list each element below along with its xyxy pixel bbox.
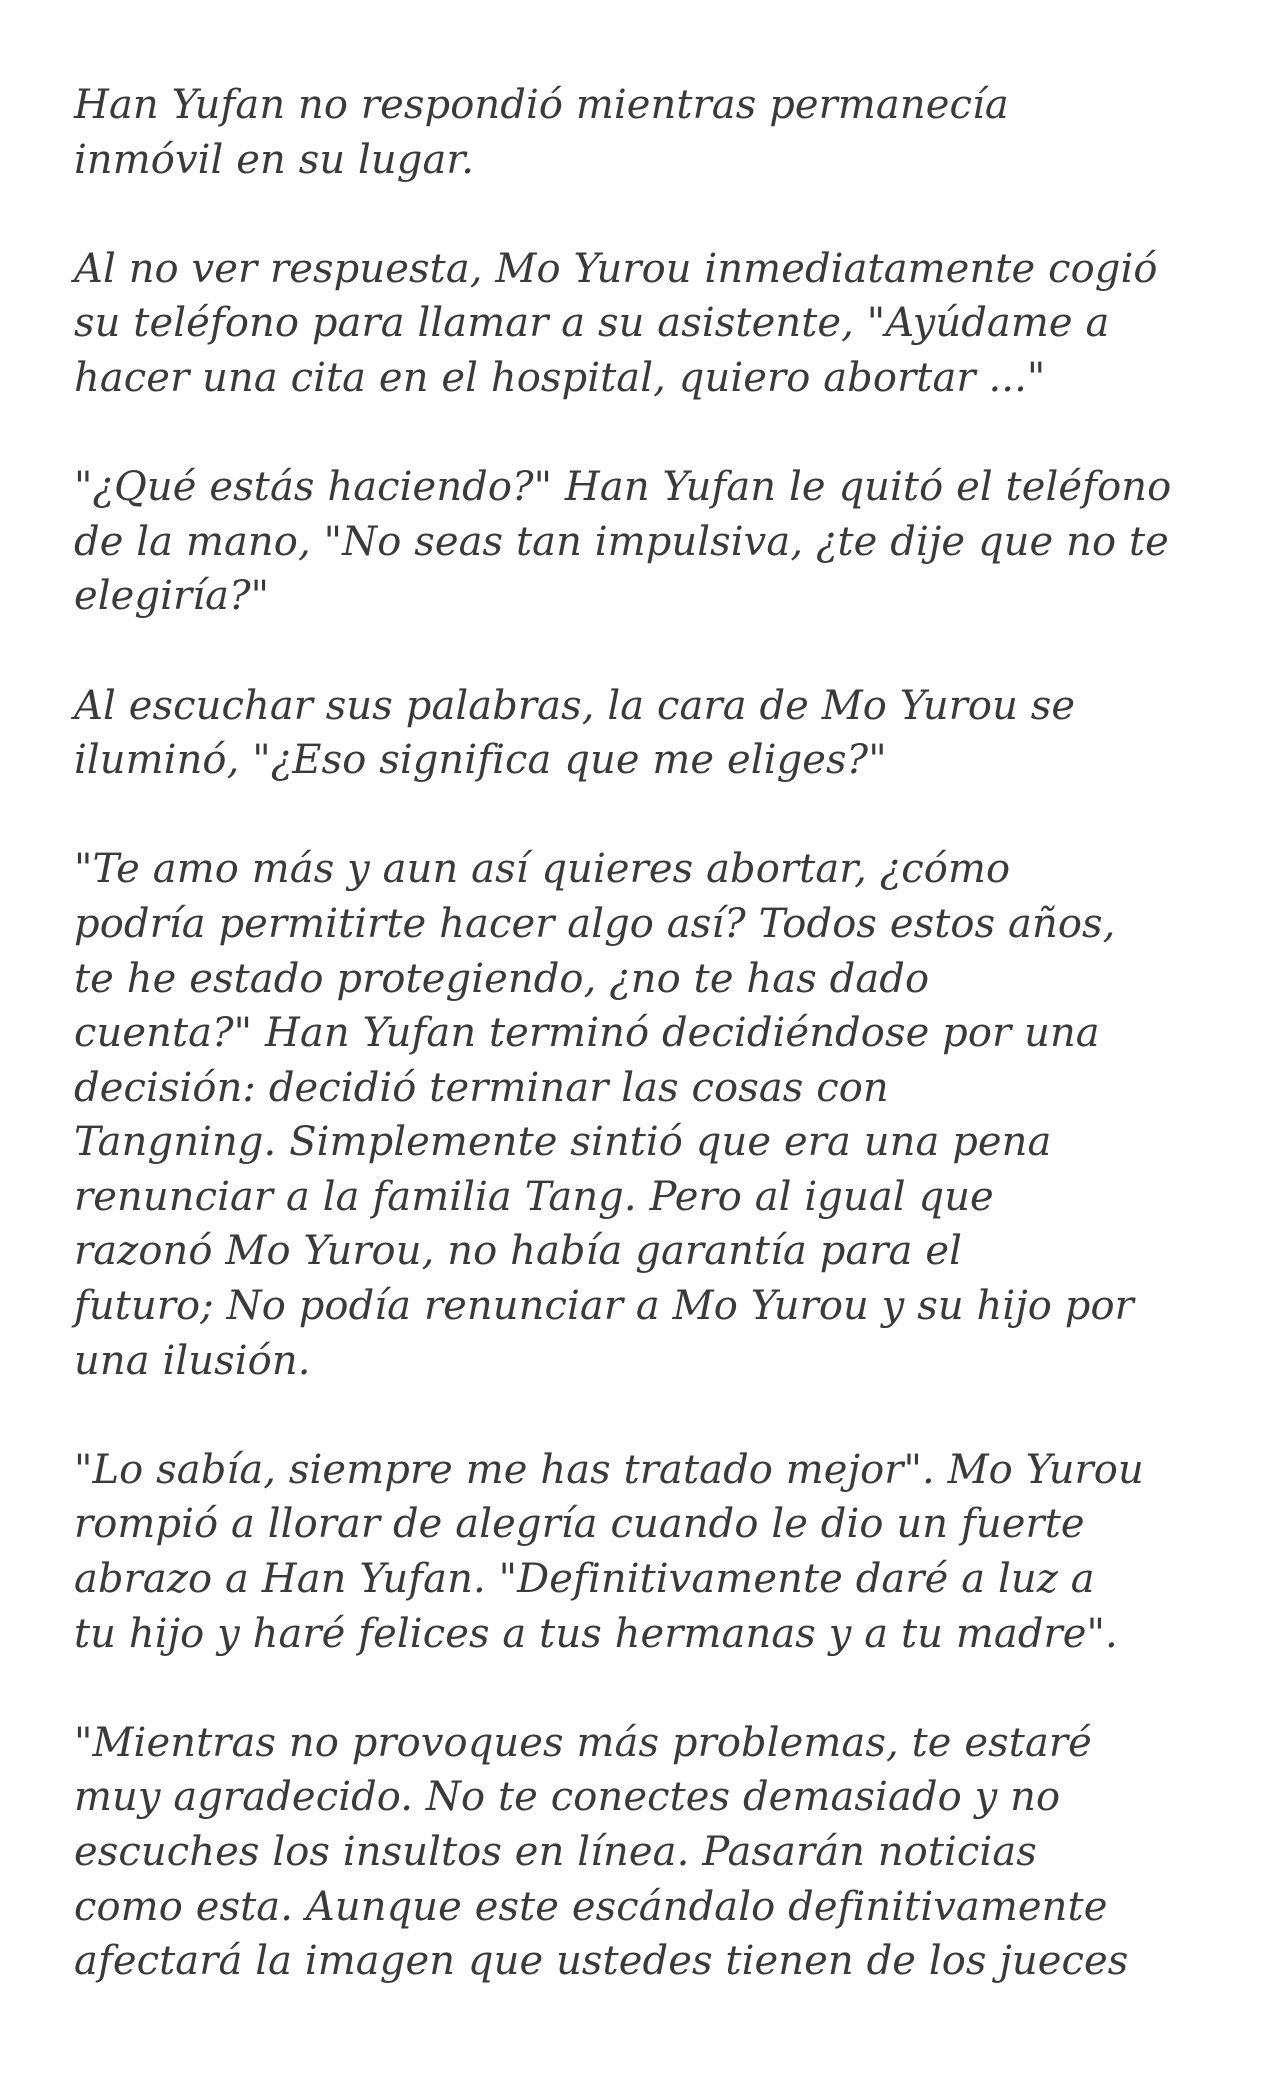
text-line: cuenta?" Han Yufan terminó decidiéndose por una bbox=[74, 1010, 1100, 1057]
text-line: Al no ver respuesta, Mo Yurou inmediatamente cogió bbox=[74, 245, 1158, 292]
text-line: hacer una cita en el hospital, quiero abortar ..." bbox=[74, 354, 1046, 401]
text-line: "Te amo más y aun así quieres abortar, ¿cómo bbox=[74, 846, 1011, 893]
text-line: abrazo a Han Yufan. "Definitivamente daré a luz a bbox=[74, 1556, 1095, 1603]
paragraph bbox=[74, 679, 1224, 788]
text-line: su teléfono para llamar a su asistente, "Ayúdame a bbox=[74, 300, 1110, 347]
story-text bbox=[74, 78, 1224, 1989]
paragraph-spacer bbox=[74, 788, 1224, 843]
paragraph-spacer bbox=[74, 1661, 1224, 1716]
text-line: tu hijo y haré felices a tus hermanas y a tu madre". bbox=[74, 1610, 1118, 1657]
text-line: futuro; No podía renunciar a Mo Yurou y su hijo por bbox=[74, 1283, 1134, 1330]
text-line: renunciar a la familia Tang. Pero al igual que bbox=[74, 1173, 994, 1220]
text-line: elegiría?" bbox=[74, 573, 270, 620]
text-line: razonó Mo Yurou, no había garantía para el bbox=[74, 1228, 963, 1275]
text-line: te he estado protegiendo, ¿no te has dado bbox=[74, 955, 930, 1002]
text-line: rompió a llorar de alegría cuando le dio un fuerte bbox=[74, 1501, 1085, 1548]
text-line: podría permitirte hacer algo así? Todos estos años, bbox=[74, 900, 1116, 947]
text-line: decisión: decidió terminar las cosas con bbox=[74, 1064, 889, 1111]
paragraph-spacer bbox=[74, 624, 1224, 679]
text-line: "Lo sabía, siempre me has tratado mejor". Mo Yurou bbox=[74, 1446, 1144, 1493]
paragraph-spacer bbox=[74, 1388, 1224, 1443]
text-line: de la mano, "No seas tan impulsiva, ¿te dije que no te bbox=[74, 518, 1169, 565]
paragraph bbox=[74, 1716, 1224, 1989]
paragraph bbox=[74, 842, 1224, 1388]
text-line: "¿Qué estás haciendo?" Han Yufan le quitó el teléfono bbox=[74, 464, 1172, 511]
paragraph-spacer bbox=[74, 187, 1224, 242]
text-line: Tangning. Simplemente sintió que era una pena bbox=[74, 1119, 1052, 1166]
text-line: Han Yufan no respondió mientras permanecía bbox=[74, 82, 1009, 128]
text-line: "Mientras no provoques más problemas, te estaré bbox=[74, 1719, 1092, 1766]
text-line: iluminó, "¿Eso significa que me eliges?" bbox=[74, 737, 887, 784]
text-line: como esta. Aunque este escándalo definitivamente bbox=[74, 1883, 1108, 1930]
paragraph bbox=[74, 242, 1224, 406]
text-line: una ilusión. bbox=[74, 1337, 311, 1384]
paragraph-spacer bbox=[74, 406, 1224, 461]
paragraph bbox=[74, 460, 1224, 624]
paragraph bbox=[74, 1443, 1224, 1661]
paragraph bbox=[74, 78, 1224, 187]
text-line: muy agradecido. No te conectes demasiado y no bbox=[74, 1774, 1061, 1821]
text-line: afectará la imagen que ustedes tienen de los jueces bbox=[74, 1938, 1129, 1985]
text-line: inmóvil en su lugar. bbox=[74, 136, 475, 183]
text-line: escuches los insultos en línea. Pasarán noticias bbox=[74, 1829, 1037, 1875]
text-line: Al escuchar sus palabras, la cara de Mo Yurou se bbox=[74, 682, 1076, 729]
